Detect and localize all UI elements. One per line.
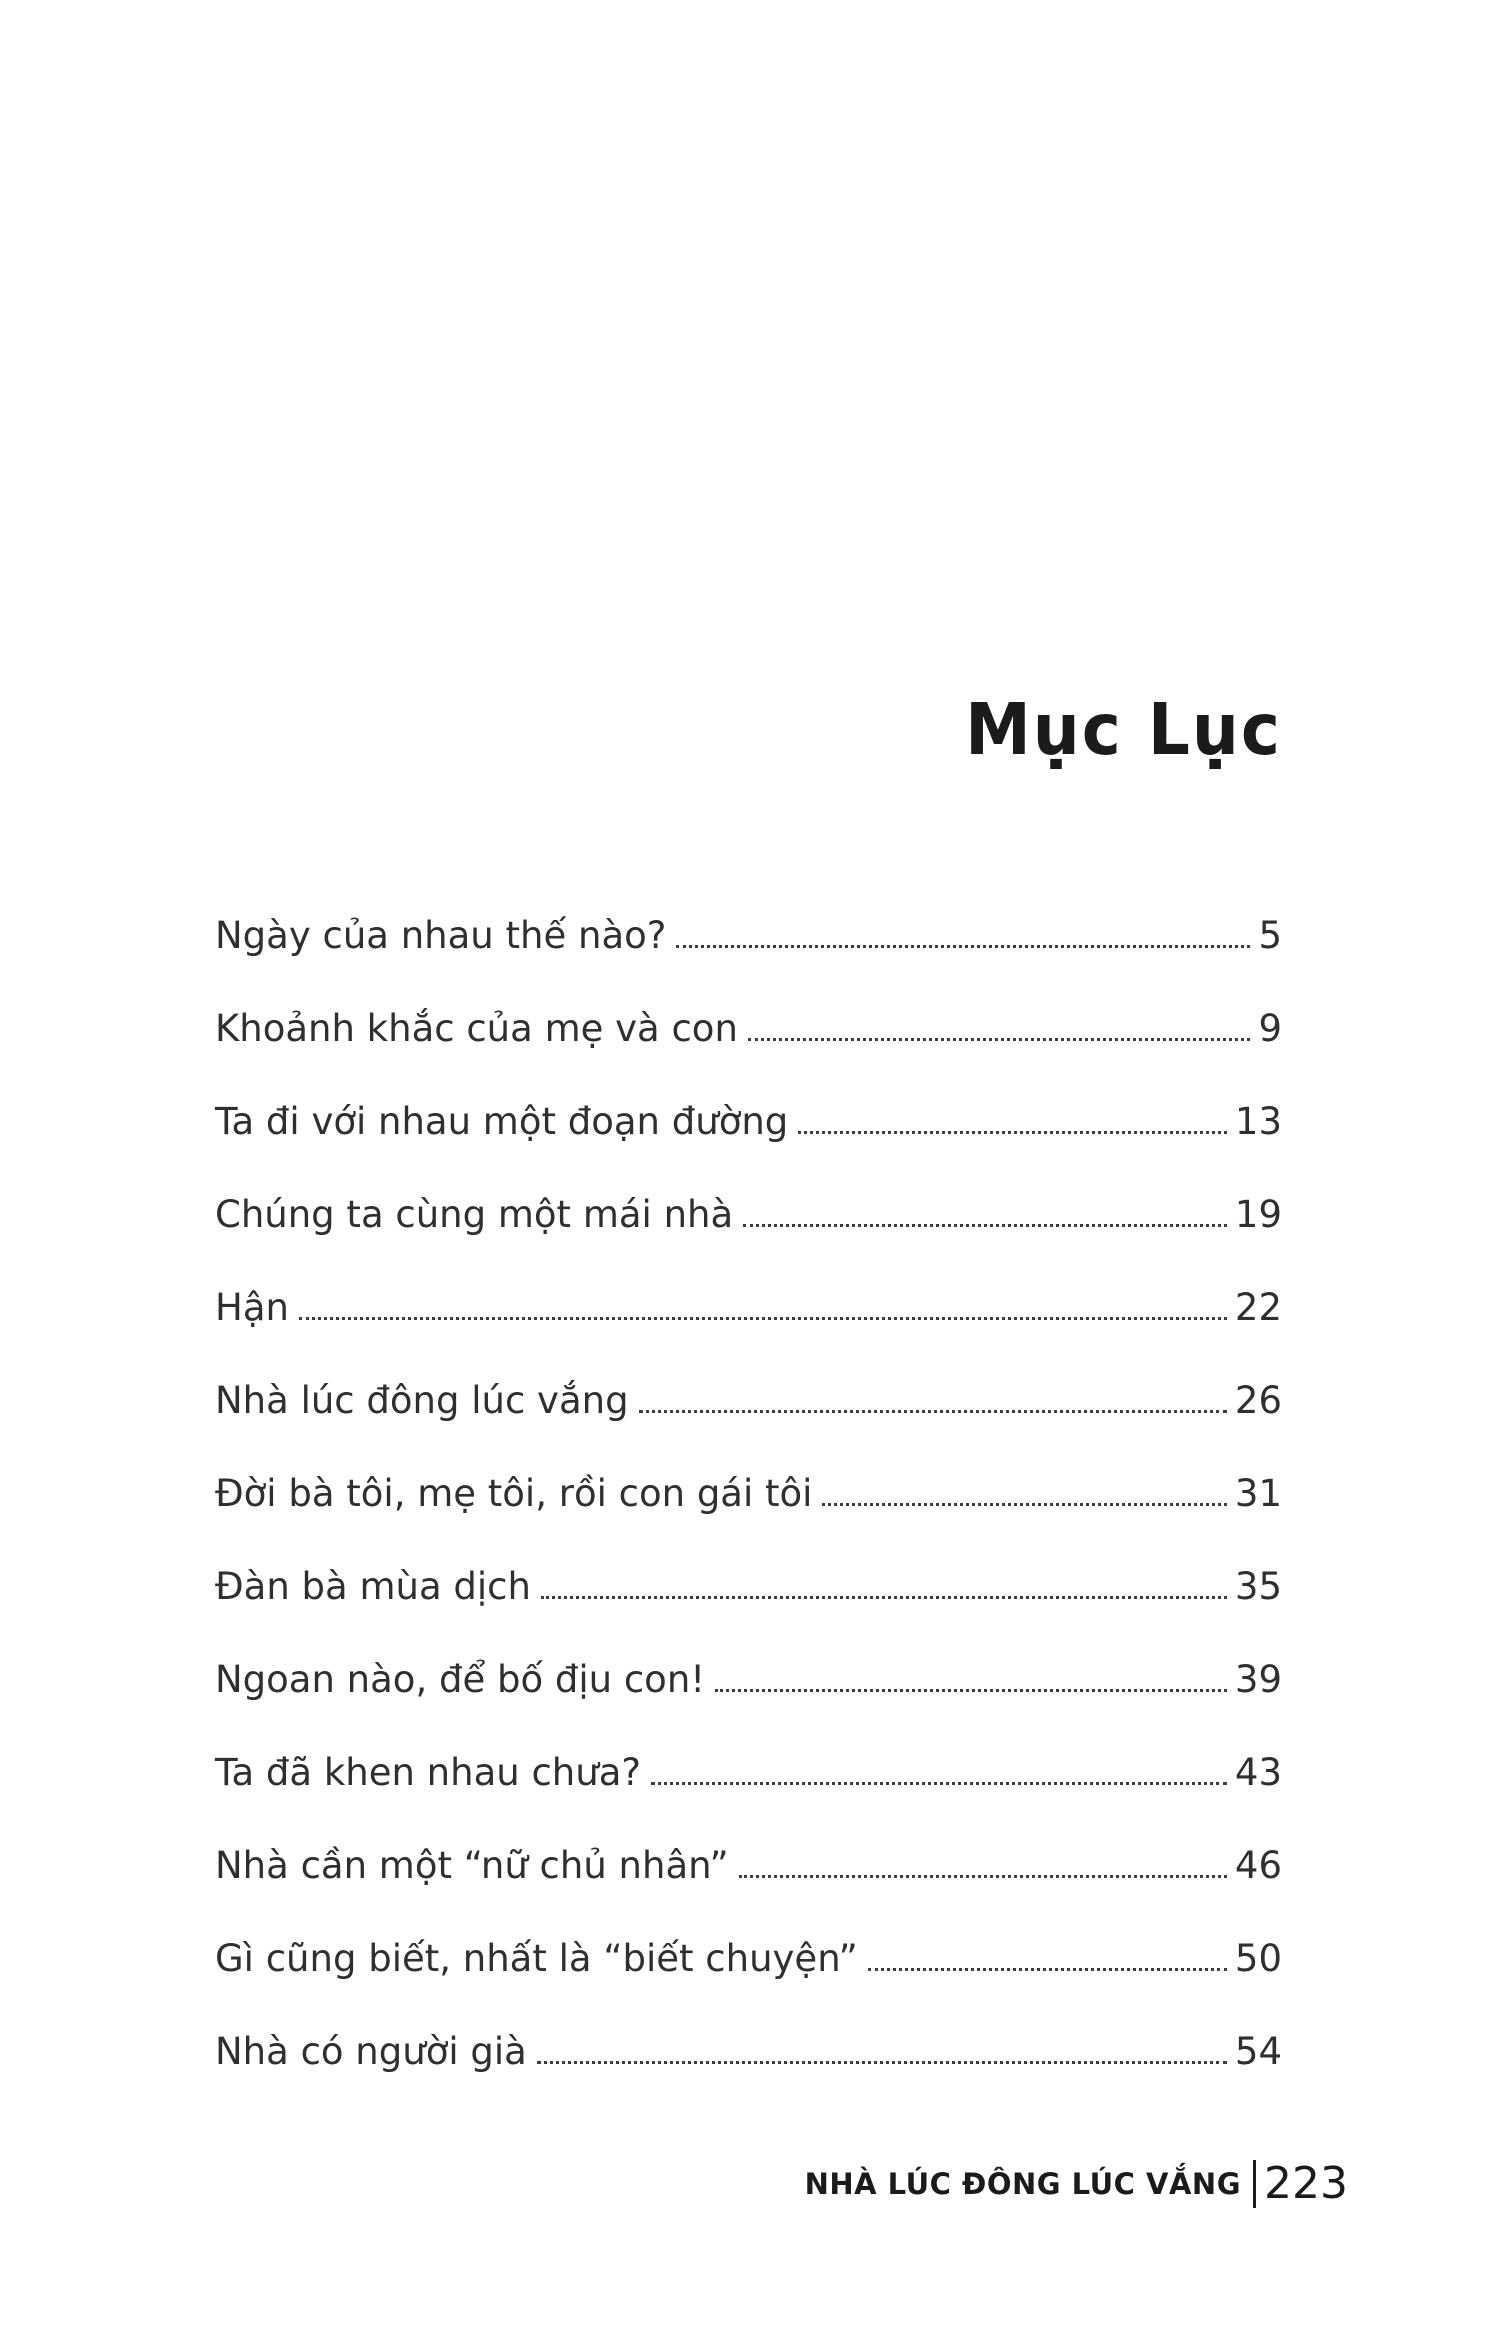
- toc-entry-page: 54: [1234, 2030, 1282, 2074]
- dotted-leader: [868, 1968, 1227, 1971]
- toc-entry-page: 13: [1234, 1100, 1282, 1144]
- dotted-leader: [822, 1503, 1226, 1506]
- toc-entry-page: 26: [1234, 1379, 1282, 1423]
- toc-entry-page: 19: [1234, 1193, 1282, 1237]
- toc-entry: [215, 1066, 1282, 1159]
- dotted-leader: [676, 945, 1250, 948]
- dotted-leader: [537, 2061, 1227, 2064]
- toc-entry-label: Ngoan nào, để bố địu con!: [215, 1658, 706, 1702]
- toc-entry-label: Nhà lúc đông lúc vắng: [215, 1379, 629, 1423]
- toc-entry: [215, 1159, 1282, 1252]
- dotted-leader: [639, 1410, 1227, 1413]
- toc-entry-label: Ta đi với nhau một đoạn đường: [215, 1100, 789, 1144]
- toc-entry-label: Gì cũng biết, nhất là “biết chuyện”: [215, 1937, 858, 1981]
- toc-entry: [215, 1810, 1282, 1903]
- dotted-leader: [651, 1782, 1227, 1785]
- toc-entry-page: 5: [1258, 914, 1282, 958]
- toc-entry-page: 43: [1234, 1751, 1282, 1795]
- toc-entry-label: Đàn bà mùa dịch: [215, 1565, 531, 1609]
- dotted-leader: [743, 1224, 1227, 1227]
- toc-entry-label: Nhà có người già: [215, 2030, 527, 2074]
- toc-entry: [215, 1531, 1282, 1624]
- toc-entry-label: Ta đã khen nhau chưa?: [215, 1751, 642, 1795]
- dotted-leader: [739, 1875, 1227, 1878]
- toc-entry-label: Khoảnh khắc của mẹ và con: [215, 1007, 738, 1051]
- toc-entry: [215, 1252, 1282, 1345]
- dotted-leader: [798, 1131, 1227, 1134]
- toc-entry-page: 46: [1234, 1844, 1282, 1888]
- toc-entry-page: 22: [1234, 1286, 1282, 1330]
- footer-book-title: NHÀ LÚC ĐÔNG LÚC VẮNG: [804, 2166, 1242, 2201]
- page-title: Mục Lục: [965, 688, 1282, 772]
- toc-entry-page: 35: [1234, 1565, 1282, 1609]
- toc-entry-page: 50: [1234, 1937, 1282, 1981]
- toc-entry-page: 31: [1234, 1472, 1282, 1516]
- dotted-leader: [748, 1038, 1251, 1041]
- toc-entry-label: Đời bà tôi, mẹ tôi, rồi con gái tôi: [215, 1472, 813, 1516]
- toc-list: [215, 880, 1282, 2089]
- toc-entry-label: Ngày của nhau thế nào?: [215, 914, 667, 958]
- toc-entry: [215, 1345, 1282, 1438]
- toc-entry-page: 9: [1258, 1007, 1282, 1051]
- toc-entry-label: Chúng ta cùng một mái nhà: [215, 1193, 734, 1237]
- toc-entry: [215, 880, 1282, 973]
- toc-entry-label: Hận: [215, 1286, 289, 1330]
- toc-entry: [215, 1717, 1282, 1810]
- footer-page-number: 223: [1264, 2158, 1348, 2209]
- dotted-leader: [715, 1689, 1227, 1692]
- toc-entry: [215, 973, 1282, 1066]
- toc-entry-page: 39: [1234, 1658, 1282, 1702]
- toc-entry: [215, 1624, 1282, 1717]
- toc-entry: [215, 1903, 1282, 1996]
- toc-entry: [215, 1996, 1282, 2089]
- dotted-leader: [299, 1317, 1227, 1320]
- toc-entry-label: Nhà cần một “nữ chủ nhân”: [215, 1844, 729, 1888]
- toc-entry: [215, 1438, 1282, 1531]
- page-footer: [805, 2158, 1348, 2209]
- footer-divider: [1253, 2160, 1256, 2208]
- dotted-leader: [541, 1596, 1227, 1599]
